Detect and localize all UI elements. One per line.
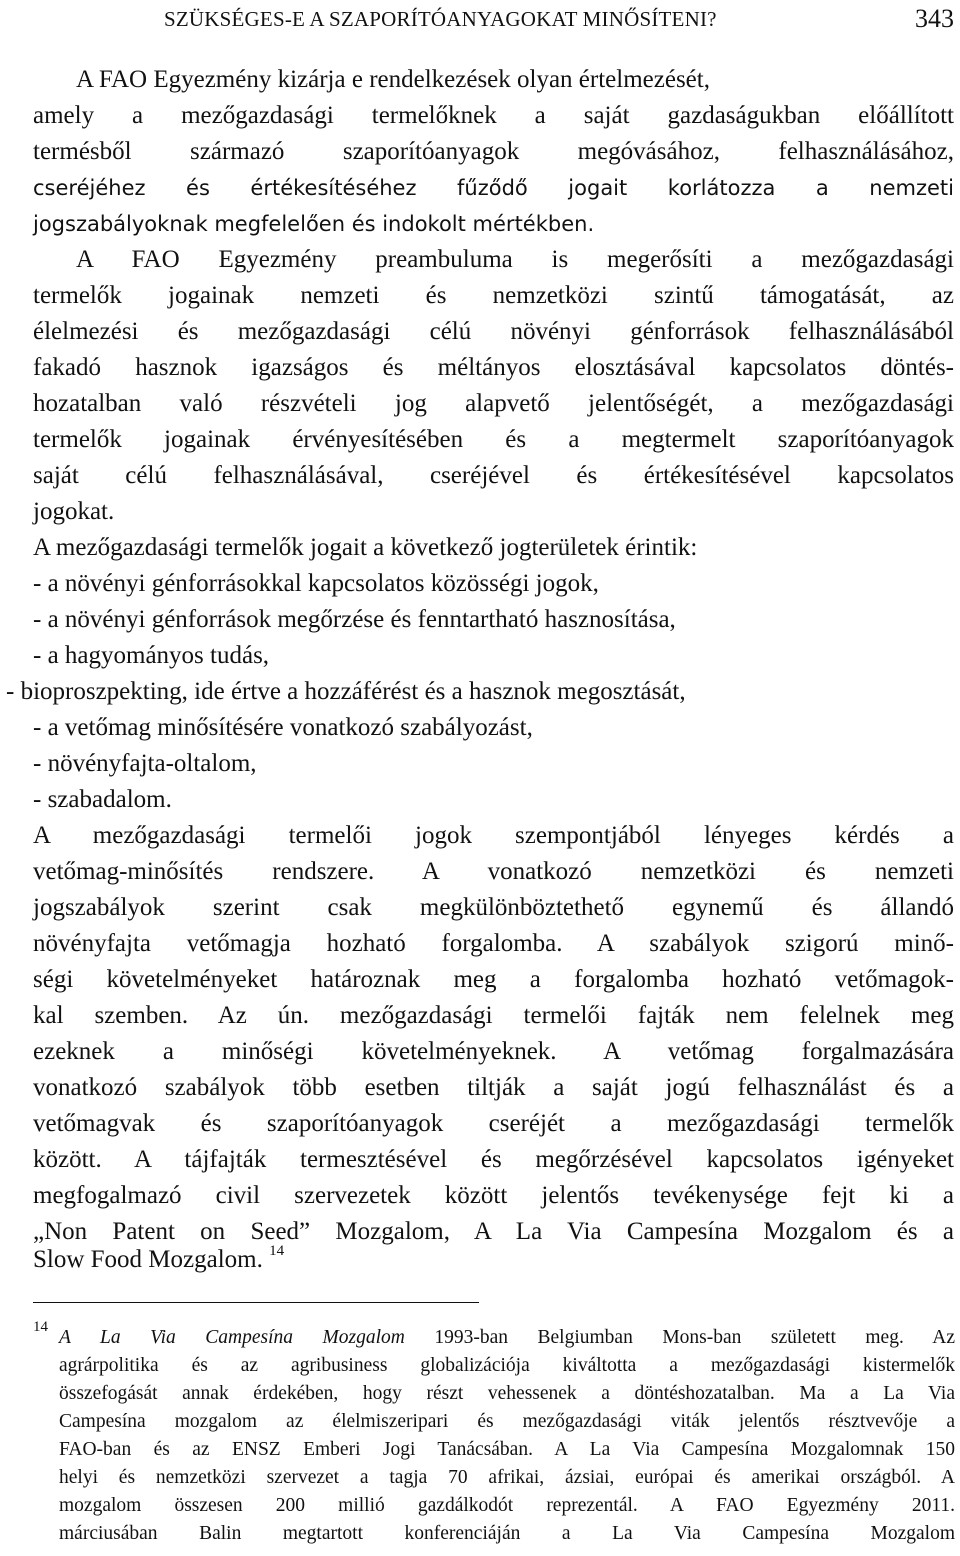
- text-line: termelők jogainak nemzeti és nemzetközi szintű támogatását, az: [33, 282, 954, 309]
- text-line: amely a mezőgazdasági termelőknek a saját gazdaságukban előállított: [33, 102, 954, 129]
- text-line: élelmezési és mezőgazdasági célú növényi génforrások felhasználásából: [33, 318, 954, 345]
- text-line: A mezőgazdasági termelők jogait a következő jogterületek érintik:: [33, 534, 698, 561]
- text-line: jogszabályok szerint csak megkülönböztethető egynemű és állandó: [33, 894, 954, 921]
- text-line: termésből származó szaporítóanyagok megóvásához, felhasználásához,: [33, 138, 954, 165]
- footnote-line: helyi és nemzetközi szervezet a tagja 70 afrikai, ázsiai, európai és amerikai országból. A: [59, 1467, 955, 1488]
- list-item: - szabadalom.: [33, 786, 172, 813]
- last-line-text: Slow Food Mozgalom.: [33, 1246, 263, 1273]
- footnote-italic-title: A La Via Campesína Mozgalom: [59, 1327, 405, 1348]
- text-line: vetőmagvak és szaporítóanyagok cseréjét a mezőgazdasági termelők: [33, 1110, 954, 1137]
- page-number: 343: [915, 4, 954, 33]
- text-line: saját célú felhasználásával, cseréjével és értékesítésével kapcsolatos: [33, 462, 954, 489]
- text-line: ségi követelményeket határoznak meg a forgalomba hozható vetőmagok-: [33, 966, 954, 993]
- text-line: „Non Patent on Seed” Mozgalom, A La Via Campesína Mozgalom és a: [33, 1218, 954, 1245]
- list-item: - a vetőmag minősítésére vonatkozó szabályozást,: [33, 714, 533, 741]
- text-line: cseréjéhez és értékesítéséhez fűződő jogait korlátozza a nemzeti: [33, 176, 954, 200]
- text-line: hozatalban való részvételi jog alapvető jelentőségét, a mezőgazdasági: [33, 390, 954, 417]
- text-line: A mezőgazdasági termelői jogok szempontjából lényeges kérdés a: [33, 822, 954, 849]
- text-line: megfogalmazó civil szervezetek között jelentős tevékenysége fejt ki a: [33, 1182, 954, 1209]
- text-line: vetőmag-minősítés rendszere. A vonatkozó nemzetközi és nemzeti: [33, 858, 954, 885]
- list-item: - bioproszpekting, ide értve a hozzáférést és a hasznok megosztását,: [6, 678, 686, 705]
- text-line: növényfajta vetőmagja hozható forgalomba. A szabályok szigorú minő-: [33, 930, 954, 957]
- text-line: fakadó hasznok igazságos és méltányos elosztásával kapcsolatos döntés-: [33, 354, 954, 381]
- list-item: - a növényi génforrásokkal kapcsolatos közösségi jogok,: [33, 570, 599, 597]
- footnote-line-rest: 1993-ban Belgiumban Mons-ban született meg. Az: [404, 1327, 955, 1348]
- list-item: - növényfajta-oltalom,: [33, 750, 257, 777]
- footnote-reference[interactable]: 14: [269, 1243, 285, 1259]
- footnote-line: [59, 1324, 955, 1352]
- footnote-line: mozgalom összesen 200 millió gazdálkodót reprezentál. A FAO Egyezmény 2011.: [59, 1495, 955, 1516]
- header-title: SZÜKSÉGES-E A SZAPORÍTÓANYAGOKAT MINŐSÍTENI?: [164, 7, 717, 31]
- text-line: A FAO Egyezmény kizárja e rendelkezések olyan értelmezését,: [76, 66, 710, 93]
- footnote-line: márciusában Balin megtartott konferenciáján a La Via Campesína Mozgalom: [59, 1523, 955, 1544]
- text-line: ezeknek a minőségi követelményeknek. A vetőmag forgalmazására: [33, 1038, 954, 1065]
- footnote-line: FAO-ban és az ENSZ Emberi Jogi Tanácsában. A La Via Campesína Mozgalomnak 150: [59, 1439, 955, 1460]
- running-header: [164, 4, 954, 34]
- footnote-line: összefogását annak érdekében, hogy részt vehessenek a döntéshozatalban. Ma a La Via: [59, 1383, 955, 1404]
- text-line: jogokat.: [33, 498, 115, 525]
- footnote-marker: 14: [33, 1319, 48, 1335]
- text-line: kal szemben. Az ún. mezőgazdasági termelői fajták nem felelnek meg: [33, 1002, 954, 1029]
- text-line: jogszabályoknak megfelelően és indokolt mértékben.: [33, 212, 595, 236]
- footnote-line: Campesína mozgalom az élelmiszeripari és mezőgazdasági viták jelentős résztvevője a: [59, 1411, 955, 1432]
- list-item: - a növényi génforrások megőrzése és fenntartható hasznosítása,: [33, 606, 676, 633]
- footnote-separator: [33, 1302, 479, 1303]
- text-line: A FAO Egyezmény preambuluma is megerősíti a mezőgazdasági: [76, 246, 954, 273]
- text-line: termelők jogainak érvényesítésében és a megtermelt szaporítóanyagok: [33, 426, 954, 453]
- list-item: - a hagyományos tudás,: [33, 642, 270, 669]
- text-line: vonatkozó szabályok több esetben tiltják a saját jogú felhasználást és a: [33, 1074, 954, 1101]
- footnote-line: agrárpolitika és az agribusiness globalizációja kiváltotta a mezőgazdasági kistermelők: [59, 1355, 955, 1376]
- text-line: között. A tájfajták termesztésével és megőrzésével kapcsolatos igényeket: [33, 1146, 954, 1173]
- text-line: [33, 1242, 954, 1278]
